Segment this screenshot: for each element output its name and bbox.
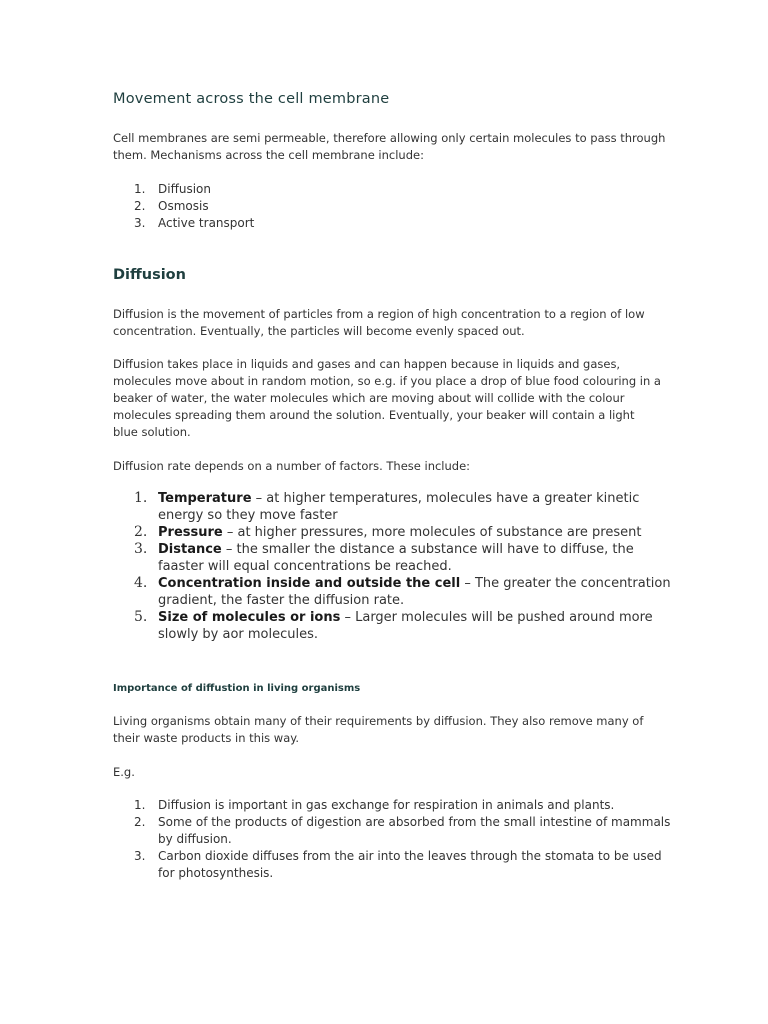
list-item: 3. Distance – the smaller the distance a substance will have to diffuse, the faaster will equal concentrations be reached. bbox=[134, 541, 634, 574]
examples-list bbox=[113, 797, 673, 882]
subheading-importance: Importance of diffustion in living organisms bbox=[113, 683, 361, 694]
section-heading-diffusion: Diffusion bbox=[113, 267, 186, 283]
eg-label: E.g. bbox=[113, 765, 135, 779]
page-title: Movement across the cell membrane bbox=[113, 91, 390, 107]
mechanisms-list bbox=[113, 181, 254, 232]
diffusion-paragraph-3: Diffusion rate depends on a number of factors. These include: bbox=[113, 459, 471, 473]
factors-list bbox=[113, 490, 673, 643]
list-item: 1. Temperature – at higher temperatures, molecules have a greater kinetic energy so they move faster bbox=[134, 490, 640, 523]
list-item: 1. Diffusion bbox=[134, 182, 211, 196]
list-item: 4. Concentration inside and outside the cell – The greater the concentration gradient, the faster the diffusion rate. bbox=[134, 575, 671, 608]
importance-paragraph: Living organisms obtain many of their requirements by diffusion. They also remove many of their waste products in this way. bbox=[113, 714, 644, 745]
list-item: 3. Carbon dioxide diffuses from the air into the leaves through the stomata to be used for photosynthesis. bbox=[134, 849, 662, 880]
list-item: 1. Diffusion is important in gas exchange for respiration in animals and plants. bbox=[134, 798, 615, 812]
list-item: 5. Size of molecules or ions – Larger molecules will be pushed around more slowly by aor molecules. bbox=[134, 609, 653, 642]
list-item: 3. Active transport bbox=[134, 216, 255, 230]
list-item: 2. Osmosis bbox=[134, 199, 209, 213]
list-item: 2. Pressure – at higher pressures, more molecules of substance are present bbox=[134, 524, 642, 540]
diffusion-paragraph-2: Diffusion takes place in liquids and gases and can happen because in liquids and gases, molecules move about in random motion, so e.g. if you place a drop of blue food colouring in a beaker of water, the water molecules which are moving about will collide with the colour molecules spreading them around the solution. Eventually, your beaker will contain a light blue solution. bbox=[113, 357, 661, 439]
intro-paragraph: Cell membranes are semi permeable, therefore allowing only certain molecules to pass through them. Mechanisms across the cell membrane include: bbox=[113, 131, 666, 162]
list-item: 2. Some of the products of digestion are absorbed from the small intestine of mammals by diffusion. bbox=[134, 815, 671, 846]
diffusion-paragraph-1: Diffusion is the movement of particles from a region of high concentration to a region of low concentration. Eventually, the particles will become evenly spaced out. bbox=[113, 307, 645, 338]
